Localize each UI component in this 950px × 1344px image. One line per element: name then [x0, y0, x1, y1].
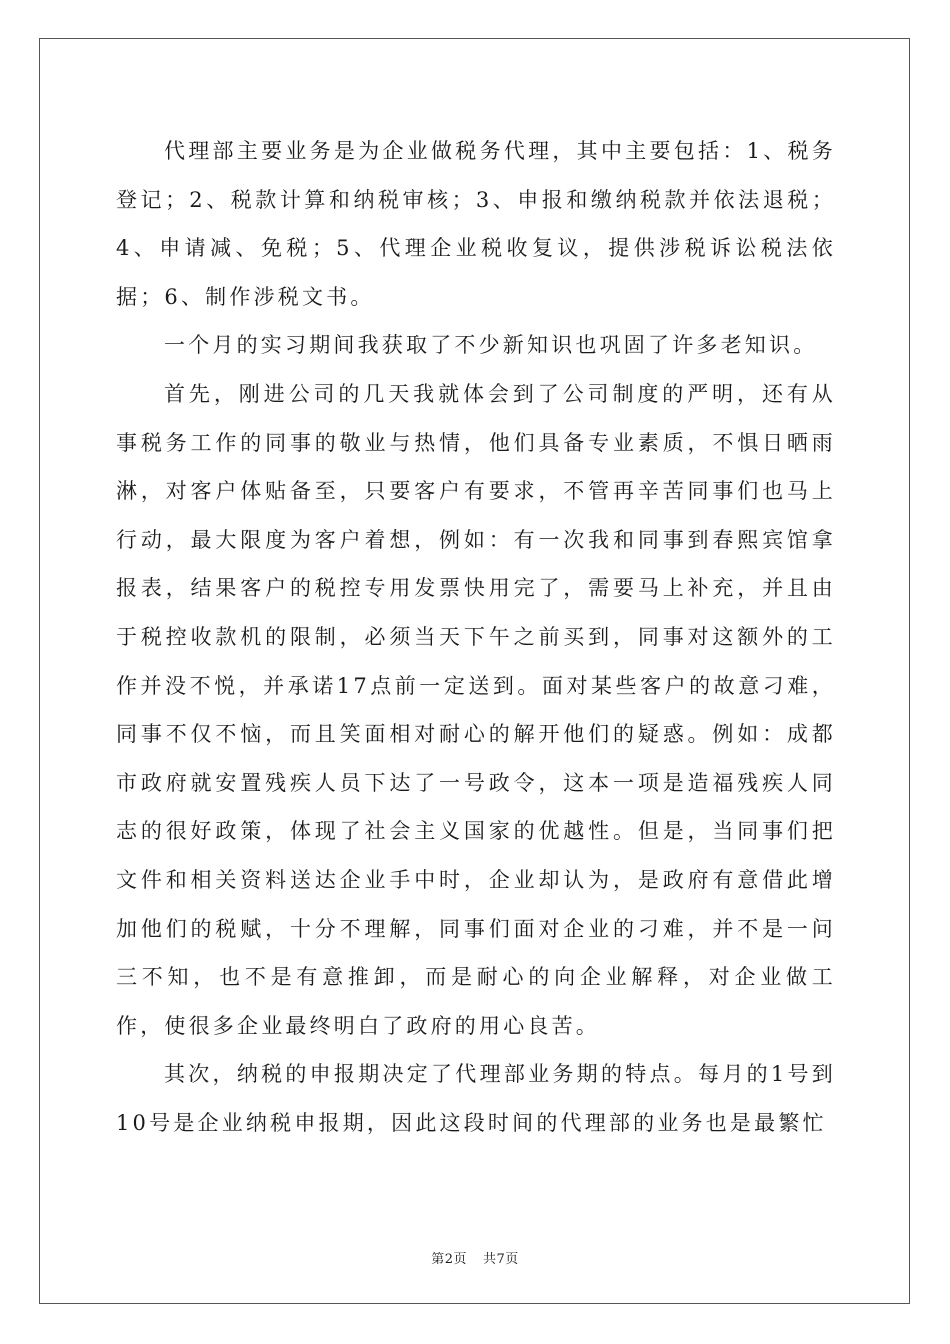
page-total: 共7页: [483, 1252, 519, 1267]
paragraph-second-observation: 其次，纳税的申报期决定了代理部业务期的特点。每月的1号到10号是企业纳税申报期，因此这段时间的代理部的业务也是最繁忙: [116, 1062, 836, 1135]
page-footer: [0, 1248, 950, 1267]
paragraph-business-scope: 代理部主要业务是为企业做税务代理，其中主要包括：1、税务登记；2、税款计算和纳税审核；3、申报和缴纳税款并依法退税；4、申请减、免税；5、代理企业税收复议，提供涉税诉讼税法依据；6、制作涉税文书。: [116, 139, 836, 309]
document-body: [116, 127, 836, 1147]
paragraph-internship-summary: 一个月的实习期间我获取了不少新知识也巩固了许多老知识。: [164, 333, 818, 358]
paragraph-first-observation: 首先，刚进公司的几天我就体会到了公司制度的严明，还有从事税务工作的同事的敬业与热情，他们具备专业素质，不惧日晒雨淋，对客户体贴备至，只要客户有要求，不管再辛苦同事们也马上行动，最大限度为客户着想，例如：有一次我和同事到春熙宾馆拿报表，结果客户的税控专用发票快用完了，需要马上补充，并且由于税控收款机的限制，必须当天下午之前买到，同事对这额外的工作并没不悦，并承诺17点前一定送到。面对某些客户的故意刁难，同事不仅不恼，而且笑面相对耐心的解开他们的疑惑。例如：成都市政府就安置残疾人员下达了一号政令，这本一项是造福残疾人同志的很好政策，体现了社会主义国家的优越性。但是，当同事们把文件和相关资料送达企业手中时，企业却认为，是政府有意借此增加他们的税赋，十分不理解，同事们面对企业的刁难，并不是一问三不知，也不是有意推卸，而是耐心的向企业解释，对企业做工作，使很多企业最终明白了政府的用心良苦。: [116, 381, 836, 1038]
page-number: 第2页: [431, 1252, 467, 1267]
